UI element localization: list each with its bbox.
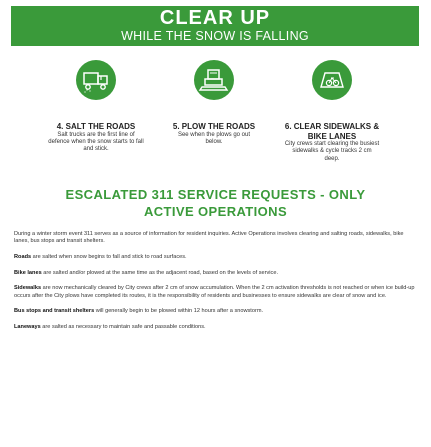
paragraph-text: are salted when snow begins to fall and stick to road surfaces. xyxy=(31,253,187,260)
banner-title: CLEAR UP xyxy=(159,7,271,29)
body-text xyxy=(14,231,416,340)
paragraph-text: are salted as necessary to maintain safe and passable conditions. xyxy=(40,324,206,331)
section-heading-line2: ACTIVE OPERATIONS xyxy=(143,204,288,219)
paragraph-bike-lanes xyxy=(14,270,416,277)
step-text: City crews start clearing the busiest sidewalks & cycle tracks 2 cm deep. xyxy=(284,141,380,162)
paragraph-bus-stops xyxy=(14,308,416,315)
paragraph-lead: Roads xyxy=(14,253,32,260)
salt-truck-icon xyxy=(76,60,116,100)
intro-paragraph: During a winter storm event 311 serves as a source of information for resident inquiries. Active Operations involves clearing and salting roads, sidewalks, bike lanes, bus stops and transit shelters. xyxy=(14,231,404,245)
step-title: 5. PLOW THE ROADS xyxy=(172,122,256,131)
paragraph-lead: Sidewalks xyxy=(14,285,42,292)
section-heading-line1: ESCALATED 311 SERVICE REQUESTS - ONLY xyxy=(65,187,366,202)
step-clear-sidewalks xyxy=(257,122,407,163)
paragraph-lead: Laneways xyxy=(14,324,41,331)
section-heading xyxy=(0,186,431,220)
paragraph-laneways xyxy=(14,324,416,331)
paragraph-text: are now mechanically cleared by City crews after 2 cm of snow accumulation. When the 2 cm activation thresholds is not reached or when ice build-up occurs after the City plows have completed its routes, it is the responsibility of residents and businesses to ensure sidewalks are clear of snow and ice. xyxy=(14,285,415,299)
snow-plow-icon xyxy=(194,60,234,100)
paragraph-roads xyxy=(14,254,416,261)
paragraph-lead: Bus stops and transit shelters xyxy=(14,308,95,315)
sidewalk-bike-lane-icon xyxy=(312,60,352,100)
paragraph-lead: Bike lanes xyxy=(14,269,42,276)
paragraph-text: are salted and/or plowed at the same time as the adjacent road, based on the levels of service. xyxy=(41,269,279,276)
step-text: See when the plows go out below. xyxy=(177,131,251,145)
step-title: 4. SALT THE ROADS xyxy=(56,122,136,131)
header-banner xyxy=(11,6,419,46)
step-text: Salt trucks are the first line of defence when the snow starts to fall and stick. xyxy=(48,131,144,153)
step-title: 6. CLEAR SIDEWALKS & BIKE LANES xyxy=(284,122,380,141)
paragraph-sidewalks xyxy=(14,285,416,300)
paragraph-text: will generally begin to be plowed within 12 hours after a snowstorm. xyxy=(94,308,264,315)
banner-subtitle: WHILE THE SNOW IS FALLING xyxy=(121,29,309,43)
